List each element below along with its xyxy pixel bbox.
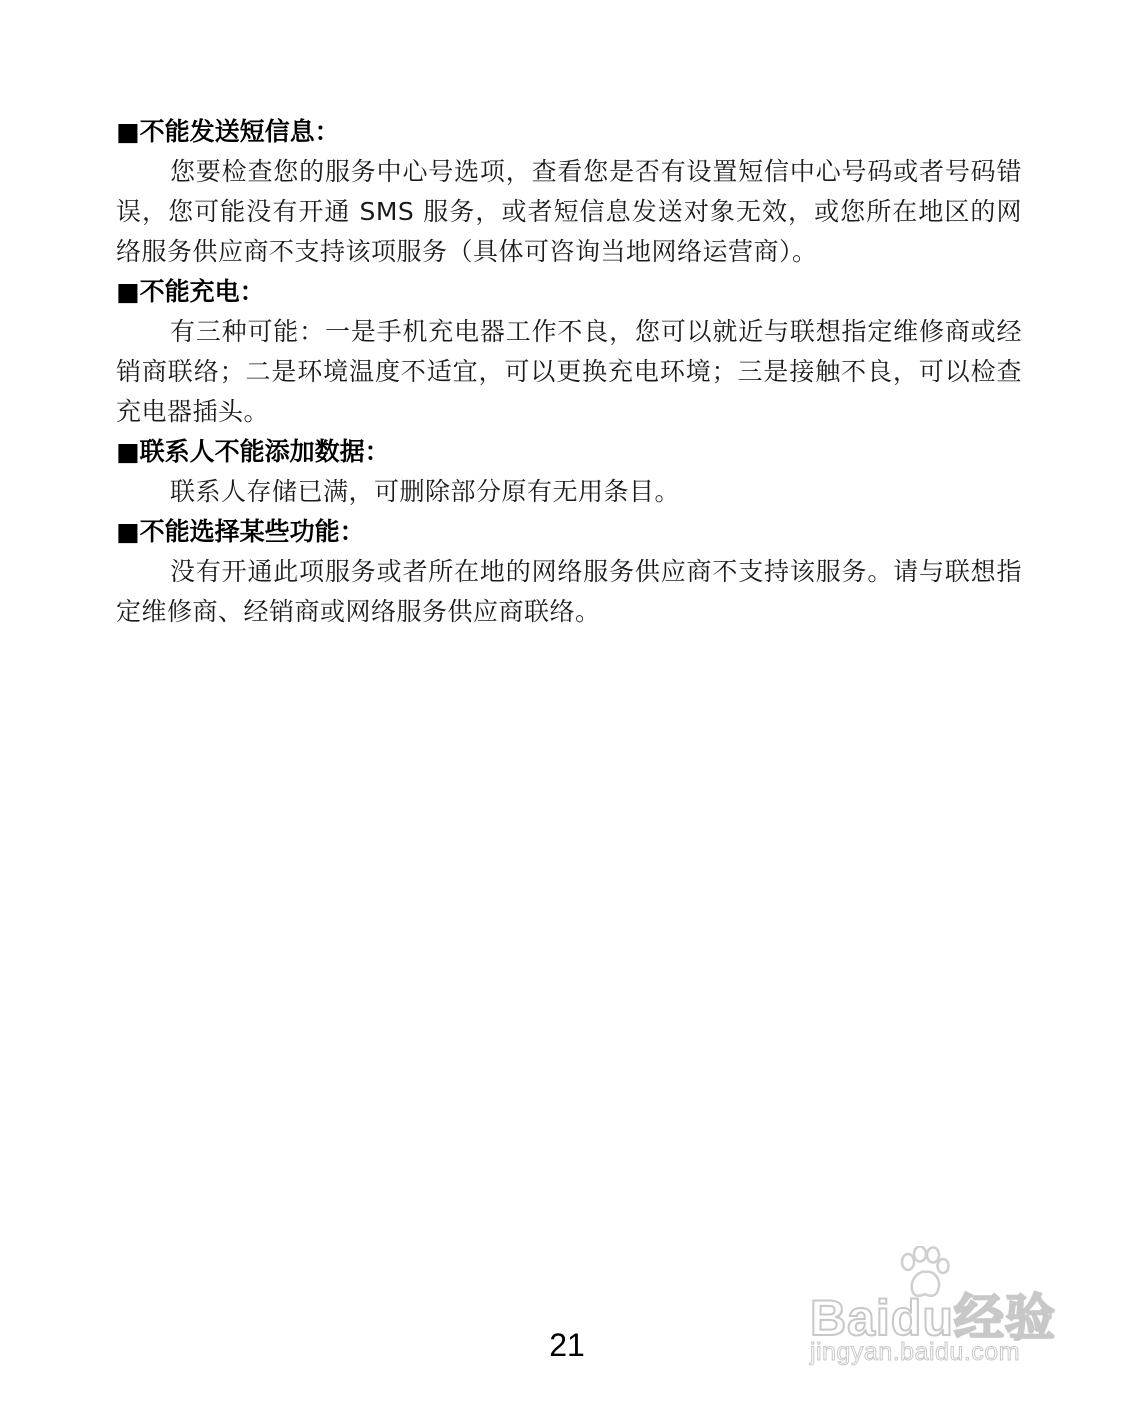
section-heading: ■不能充电： [116, 277, 265, 306]
section-heading: ■联系人不能添加数据： [116, 437, 390, 466]
section-heading: ■不能选择某些功能： [116, 517, 365, 546]
document-content [116, 112, 1022, 632]
section-sms [116, 112, 1022, 272]
section-body: 没有开通此项服务或者所在地的网络服务供应商不支持该服务。请与联想指定维修商、经销商或网络服务供应商联络。 [116, 557, 1022, 626]
baidu-watermark [806, 1246, 1068, 1376]
section-heading: ■不能发送短信息： [116, 117, 340, 146]
page-number: 21 [549, 1327, 585, 1363]
section-body: 您要检查您的服务中心号选项，查看您是否有设置短信中心号码或者号码错误，您可能没有开通 SMS 服务，或者短信息发送对象无效，或您所在地区的网络服务供应商不支持该项服务（具体可咨询当地网络运营商）。 [116, 157, 1022, 266]
section-body: 联系人存储已满，可删除部分原有无用条目。 [170, 477, 681, 506]
section-charging [116, 272, 1022, 432]
watermark-url: jingyan.baidu.com [810, 1338, 1021, 1366]
section-contacts [116, 432, 1022, 512]
section-body: 有三种可能：一是手机充电器工作不良，您可以就近与联想指定维修商或经销商联络；二是环境温度不适宜，可以更换充电环境；三是接触不良，可以检查充电器插头。 [116, 317, 1022, 426]
section-functions [116, 512, 1022, 632]
watermark-logo-text: Baidu经验 [810, 1290, 1056, 1346]
